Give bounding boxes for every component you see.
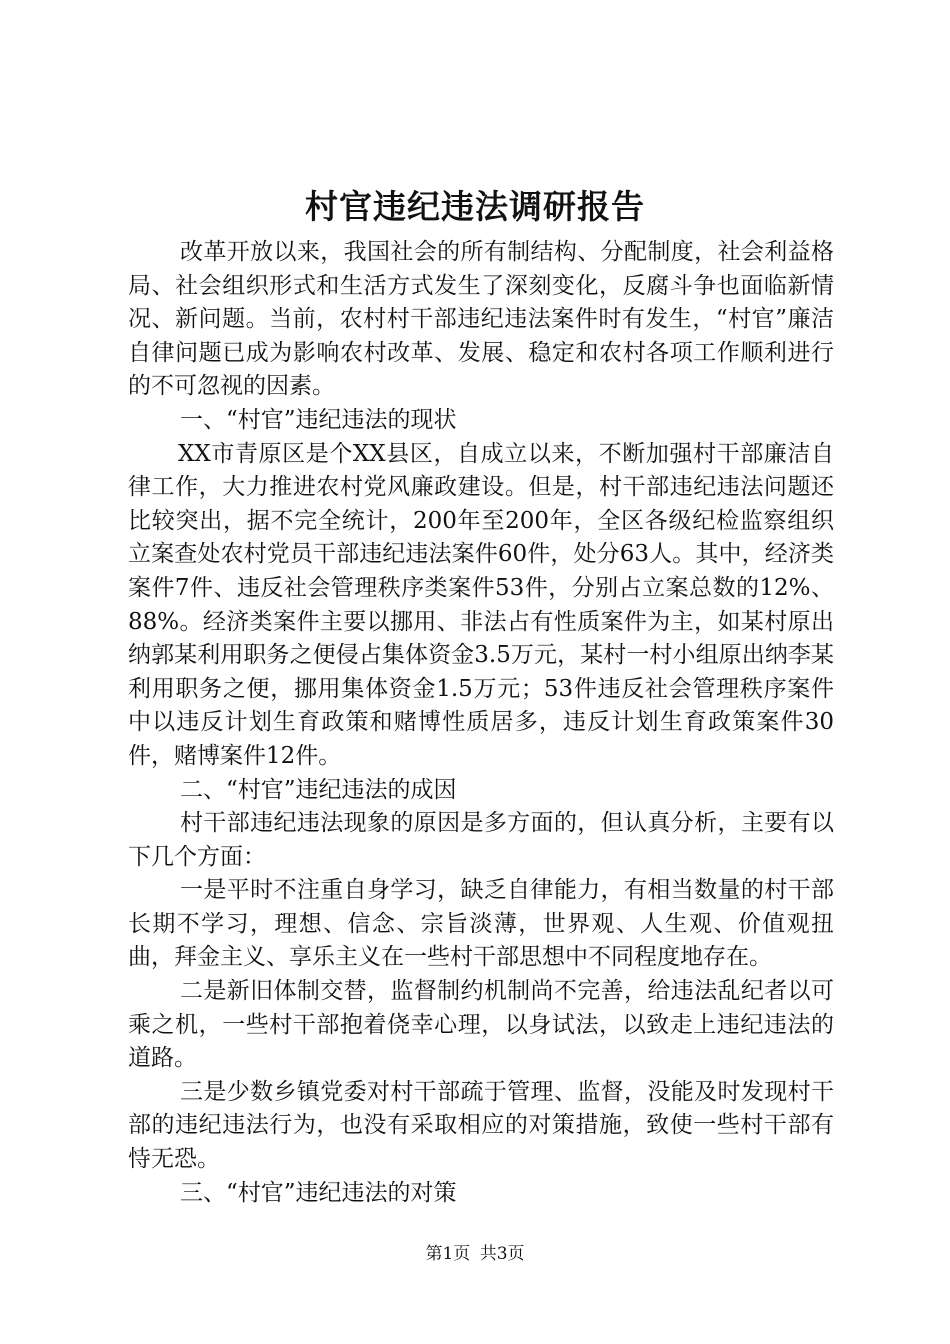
cause-two-paragraph: 二是新旧体制交替，监督制约机制尚不完善，给违法乱纪者以可乘之机，一些村干部抱着侥幸心理，以身试法，以致走上违纪违法的道路。	[128, 978, 834, 1072]
status-paragraph: XX市青原区是个XX县区，自成立以来，不断加强村干部廉洁自律工作，大力推进农村党风廉政建设。但是，村干部违纪违法问题还比较突出，据不完全统计，200年至200年，全区各级纪检监察组织立案查处农村党员干部违纪违法案件60件，处分63人。其中，经济类案件7件、违反社会管理秩序类案件53件，分别占立案总数的12%、88%。经济类案件主要以挪用、非法占有性质案件为主，如某村原出纳郭某利用职务之便侵占集体资金3.5万元，某村一村小组原出纳李某利用职务之便，挪用集体资金1.5万元；53件违反社会管理秩序案件中以违反计划生育政策和赌博性质居多，违反计划生育政策案件30件，赌博案件12件。	[128, 440, 834, 769]
document-title: 村官违纪违法调研报告	[305, 187, 645, 226]
page-total: 共3页	[479, 1244, 525, 1264]
intro-paragraph: 改革开放以来，我国社会的所有制结构、分配制度，社会利益格局、社会组织形式和生活方式发生了深刻变化，反腐斗争也面临新情况、新问题。当前，农村村干部违纪违法案件时有发生，“村官”廉洁自律问题已成为影响农村改革、发展、稳定和农村各项工作顺利进行的不可忽视的因素。	[128, 239, 834, 400]
page-number: 第1页	[425, 1244, 471, 1264]
section-heading-status: 一、“村官”违纪违法的现状	[180, 406, 457, 433]
cause-three-paragraph: 三是少数乡镇党委对村干部疏于管理、监督，没能及时发现村干部的违纪违法行为，也没有采取相应的对策措施，致使一些村干部有恃无恐。	[128, 1078, 834, 1173]
section-heading-countermeasures: 三、“村官”违纪违法的对策	[180, 1179, 457, 1206]
page-footer	[0, 1242, 950, 1266]
document-body	[128, 236, 834, 1210]
cause-one-paragraph: 一是平时不注重自身学习，缺乏自律能力，有相当数量的村干部长期不学习，理想、信念、宗旨淡薄，世界观、人生观、价值观扭曲，拜金主义、享乐主义在一些村干部思想中不同程度地存在。	[128, 877, 834, 971]
causes-intro-paragraph: 村干部违纪违法现象的原因是多方面的，但认真分析，主要有以下几个方面：	[128, 810, 834, 870]
section-heading-causes: 二、“村官”违纪违法的成因	[180, 776, 457, 803]
